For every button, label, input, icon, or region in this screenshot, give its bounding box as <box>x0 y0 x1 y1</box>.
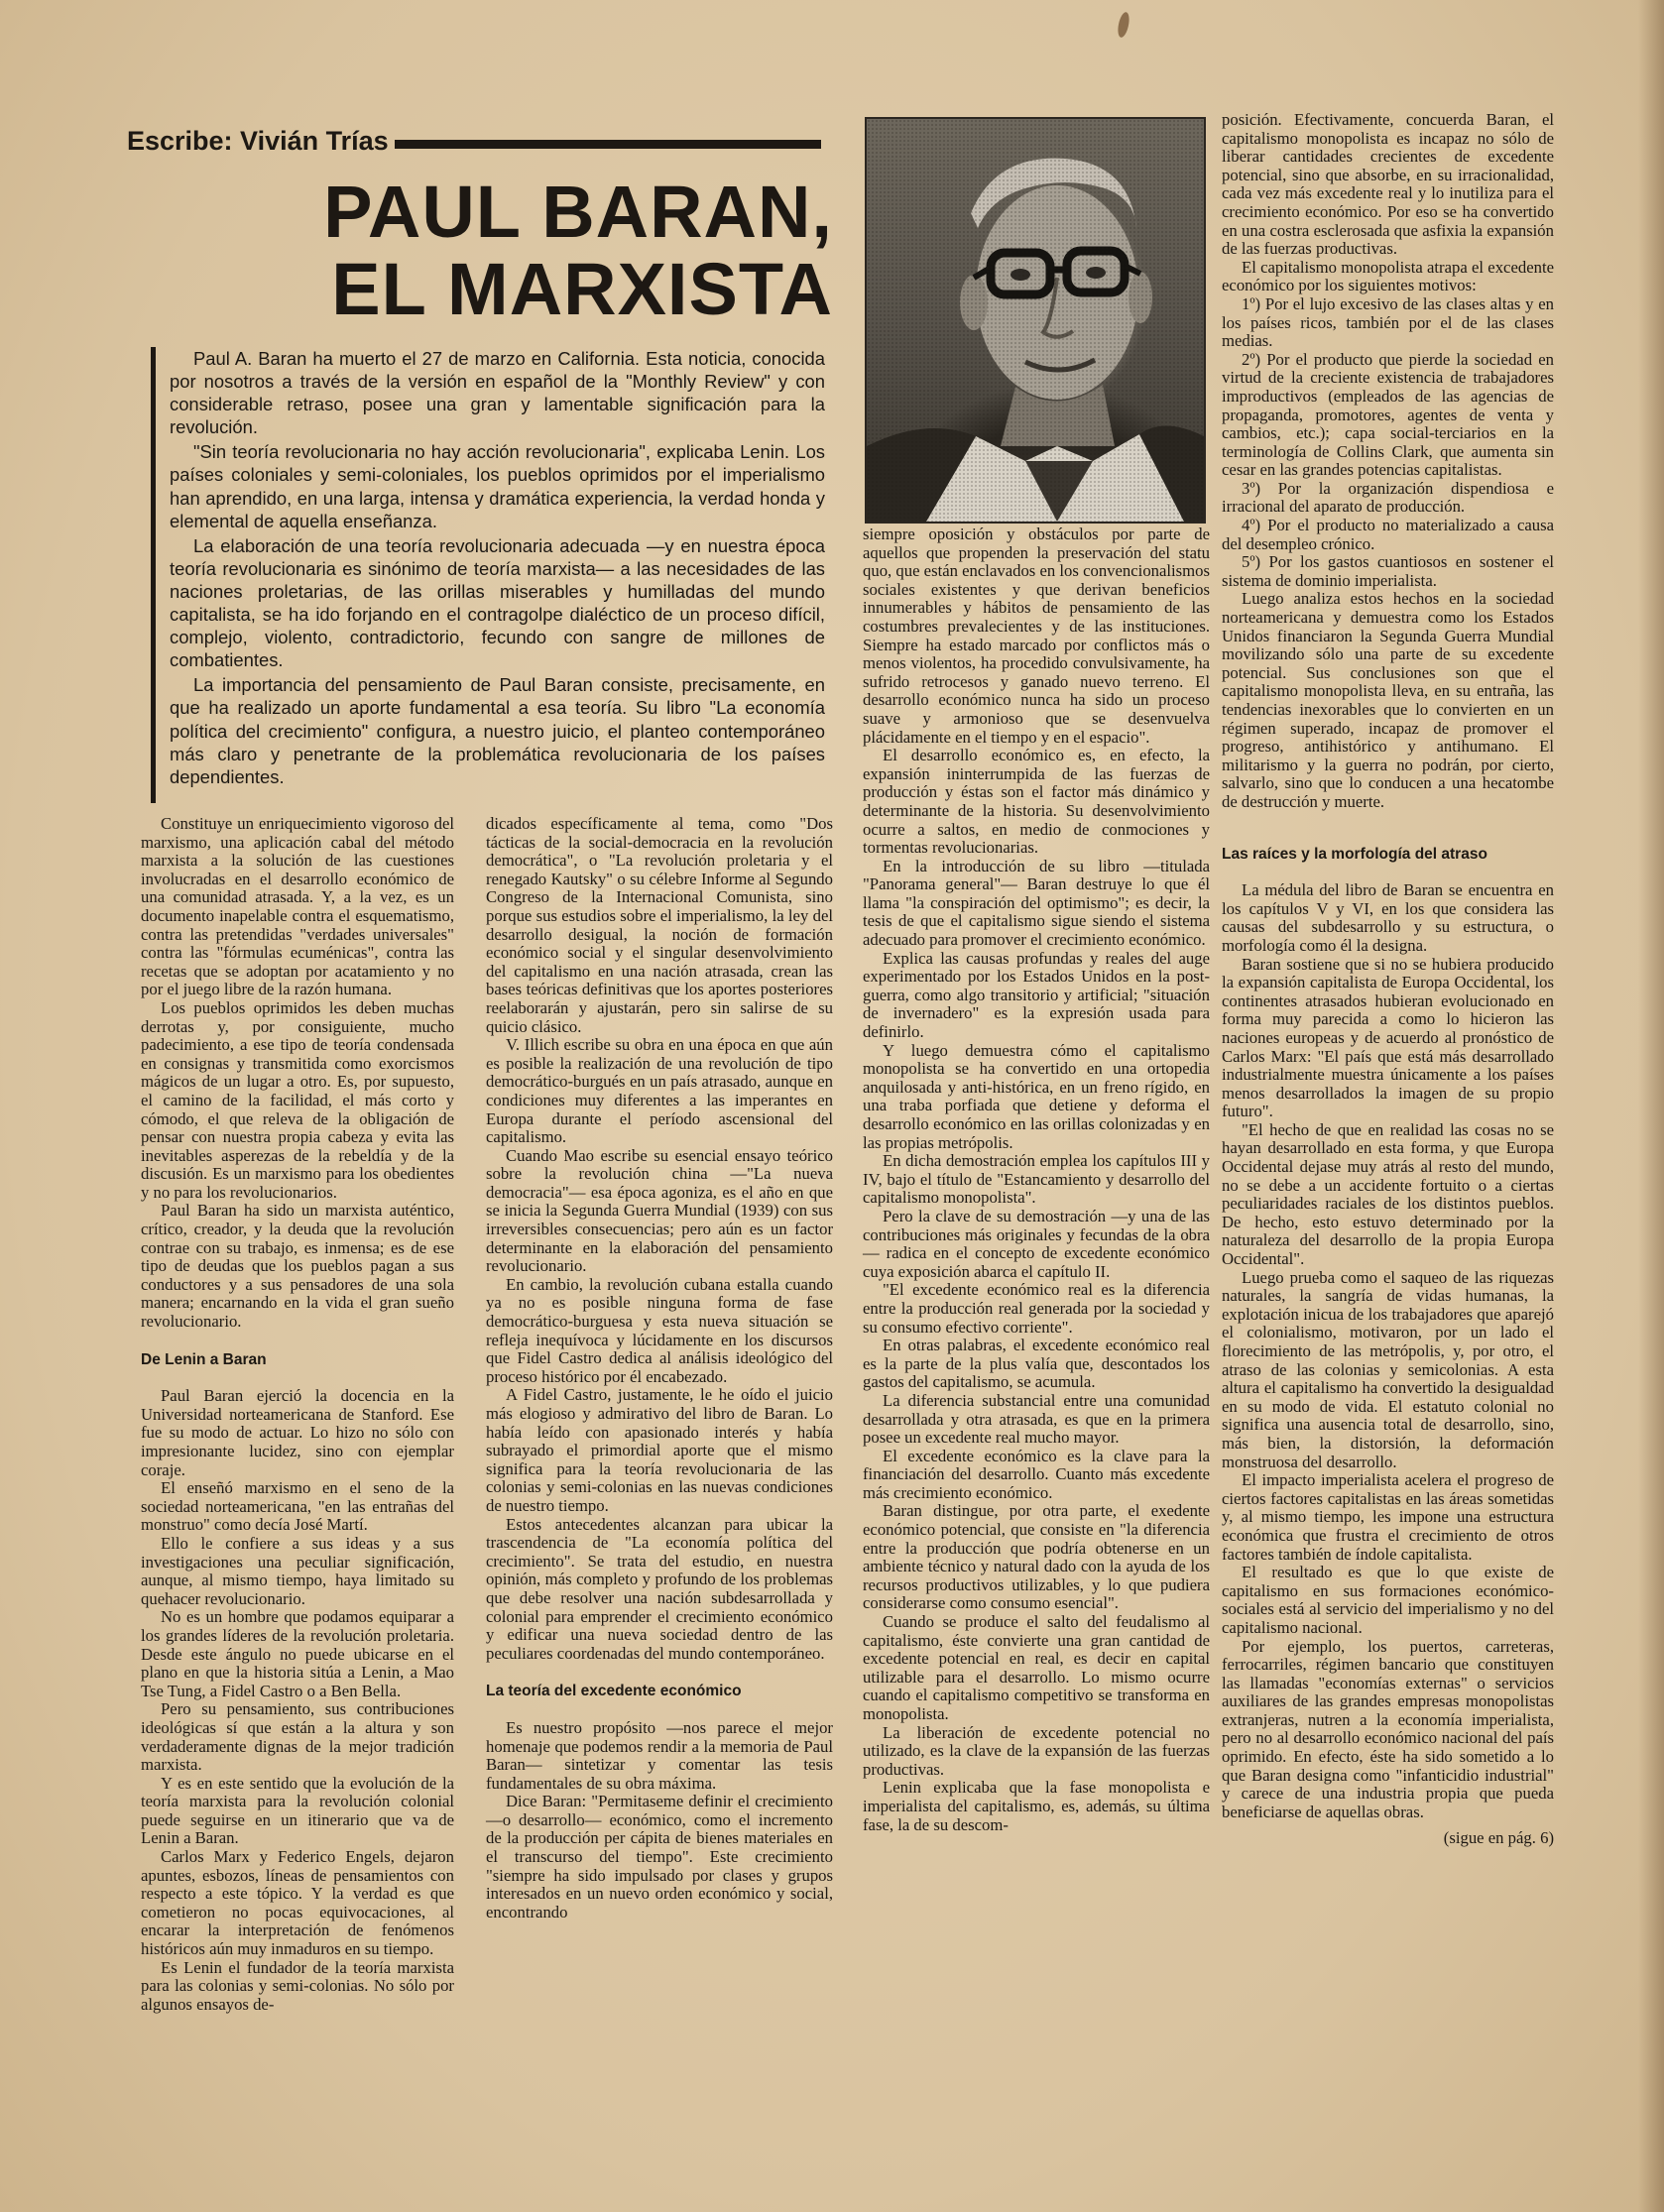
paragraph: posición. Efectivamente, concuerda Baran, el capitalismo monopolista es incapaz no sólo de liberar cantidades crecientes de excedente potencial, sino que absorbe, en su irracionalidad, cada vez más excedente real y lo inutiliza para el crecimiento económico. Por eso se ha convertido en una costra esclerosada que asfixia la expansión de las fuerzas productivas. <box>1222 110 1554 259</box>
paragraph: El excedente económico es la clave para la financiación del desarrollo. Cuanto más excedente más crecimiento económico. <box>863 1446 1210 1502</box>
paragraph: Paul Baran ejerció la docencia en la Universidad norteamericana de Stanford. Ese fue su modo de actuar. Lo hizo no sólo con impresionante lucidez, sino con ejemplar coraje. <box>141 1386 454 1479</box>
paragraph: Es Lenin el fundador de la teoría marxista para las colonias y semi-colonias. No sólo por algunos ensayos de- <box>141 1957 454 2014</box>
byline-rule <box>395 140 821 149</box>
paragraph: En dicha demostración emplea los capítulos III y IV, bajo el título de "Estancamiento y desarrollo del capitalismo monopolista". <box>863 1151 1210 1208</box>
paragraph: Explica las causas profundas y reales del auge experimentado por los Estados Unidos en la post-guerra, como algo transitorio y artificial; "situación de invernadero" es la expresión usada para definirlo. <box>863 948 1210 1042</box>
paragraph: Luego analiza estos hechos en la sociedad norteamericana y demuestra como los Estados Unidos financiaron la Segunda Guerra Mundial movilizando sólo una parte de su excedente potencial. Sus conclusiones son que el capitalismo monopolista lleva, en su entraña, las tendencias inexorables que lo convierten en un régimen superado, incapaz de promover el progreso, antihistórico y antihumano. El militarismo y la guerra no podrán, por cierto, salvarlo, sino que lo conducen a una hecatombe de destrucción y muerte. <box>1222 589 1554 811</box>
paragraph: El resultado es que lo que existe de capitalismo en sus formaciones económico-sociales está al servicio del imperialismo y no del capitalismo nacional. <box>1222 1563 1554 1637</box>
column-2 <box>486 815 833 1921</box>
byline <box>127 121 821 161</box>
portrait-illustration <box>867 119 1204 522</box>
paragraph: Paul Baran ha sido un marxista auténtico, crítico, creador, y la deuda que la revolución contrae con su trabajo, es inmensa; es de ese tipo de deudas que los pueblos pagan a sus conductores y a sus pensadores de una sola manera; encarnando en la vida el gran sueño revolucionario. <box>141 1201 454 1332</box>
paragraph: Es nuestro propósito —nos parece el mejor homenaje que podemos rendir a la memoria de Paul Baran— sintetizar y comentar las tesis fundamentales de su obra máxima. <box>486 1717 833 1793</box>
paragraph: Constituye un enriquecimiento vigoroso del marxismo, una aplicación cabal del método marxista a la solución de las cuestiones involucradas en el desarrollo económico de una comunidad atrasada. Y, a la vez, es un documento inapelable contra el esquematismo, contra las pretendidas "verdades universales" contra las "fórmulas ecuménicas", contra las recetas que se adoptan por acatamiento y no por el juego libre de la razón humana. <box>141 814 454 999</box>
paragraph: "El excedente económico real es la diferencia entre la producción real generada por la sociedad y su consumo efectivo corriente". <box>863 1280 1210 1337</box>
paragraph: No es un hombre que podamos equiparar a los grandes líderes de la revolución proletaria. Desde este ángulo no puede ubicarse en el plano en que la historia sitúa a Lenin, a Mao Tse Tung, a Fidel Castro o a Ben Bella. <box>141 1607 454 1700</box>
headline-line-1: PAUL BARAN, <box>323 171 833 253</box>
paragraph: Por ejemplo, los puertos, carreteras, ferrocarriles, régimen bancario que constituyen las llamadas "economías externas" o servicios auxiliares de las grandes empresas monopolistas extranjeras, nutren a la economía imperialista, pero no al desarrollo económico nacional del país oprimido. En efecto, éste ha sido sometido a lo que Baran designa como "infanticidio industrial" y carece de una industria propia que pueda beneficiarse de aquellas obras. <box>1222 1636 1554 1821</box>
paragraph: El enseñó marxismo en el seno de la sociedad norteamericana, "en las entrañas del monstruo" como decía José Martí. <box>141 1478 454 1535</box>
paragraph: La liberación de excedente potencial no utilizado, es la clave de la expansión de las fuerzas productivas. <box>863 1722 1210 1779</box>
paragraph: dicados específicamente al tema, como "Dos tácticas de la social-democracia en la revolución democrática", o "La revolución proletaria y el renegado Kautsky" o su célebre Informe al Segundo Congreso de la Internacional Comunista, sino porque sus estudios sobre el imperialismo, la ley del desarrollo desigual, la noción de formación económico social y el singular desenvolvimiento del capitalismo en una nación atrasada, crean las bases teóricas definitivas que los aportes posteriores reelaborarán y ajustarán, pero sin salirse de su quicio clásico. <box>486 814 833 1036</box>
lead-paragraphs <box>151 347 825 803</box>
ink-stain <box>1116 11 1130 39</box>
list-item: 2º) Por el producto que pierde la sociedad en virtud de la creciente existencia de trabajadores improductivos (empleados de las agencias de propaganda, promotores, agentes de venta y cambios, etc.); capa social-terciarios en la terminología de Collins Clark, que aumenta sin cesar en las grandes potencias capitalistas. <box>1222 349 1554 480</box>
subheading: Las raíces y la morfología del atraso <box>1222 845 1487 863</box>
paragraph: El desarrollo económico es, en efecto, la expansión ininterrumpida de las fuerzas de producción y éstas son el factor más dinámico y determinante de la historia. Su desenvolvimiento ocurre a saltos, en medio de conmociones y tormentas revolucionarias. <box>863 746 1210 858</box>
paragraph: En cambio, la revolución cubana estalla cuando ya no es posible ninguna forma de fase democrático-burguesa y esta nueva situación se refleja inequívoca y lúcidamente en los discursos que Fidel Castro dedica al análisis ideológico del proceso histórico por él encabezado. <box>486 1274 833 1386</box>
column-4 <box>1222 111 1554 1848</box>
paragraph: La médula del libro de Baran se encuentra en los capítulos V y VI, en los que considera las causas del subdesarrollo y su estructura, o morfología como él la designa. <box>1222 880 1554 955</box>
paragraph: En la introducción de su libro —titulada "Panorama general"— Baran destruye lo que él llama "la conspiración del optimismo"; es decir, la tesis de que el capitalismo sigue siendo el sistema adecuado para promover el crecimiento económico. <box>863 856 1210 950</box>
byline-text: Escribe: Vivián Trías <box>127 125 389 156</box>
list-item: 4º) Por el producto no materializado a causa del desempleo crónico. <box>1222 516 1554 553</box>
paragraph: Los pueblos oprimidos les deben muchas derrotas y, por consiguiente, mucho padecimiento, a ese tipo de teoría condensada en consignas y transmitida como exorcismos mágicos de un lugar a otro. Es, por supuesto, el camino de la facilidad, el más corto y cómodo, el que releva de la obligación de pensar con nuestra propia cabeza y evita las inevitables asperezas de la rebeldía y de la discusión. Es un marxismo para los obedientes y no para los revolucionarios. <box>141 997 454 1202</box>
paragraph: siempre oposición y obstáculos por parte de aquellos que propenden la preservación del statu quo, que están enclavados en los convencionalismos sociales existentes y que derivan beneficios innumerables y hábitos de pensamiento de las costumbres prevalecientes y de las instituciones. Siempre ha estado marcado por conflictos más o menos violentos, ha procedido convulsivamente, ha sufrido retrocesos y ganado nuevo terreno. El desarrollo económico nunca ha sido un proceso suave y armonioso que se desenvuelva plácidamente en el tiempo y en el espacio". <box>863 524 1210 747</box>
paragraph: Estos antecedentes alcanzan para ubicar la trascendencia de "La economía política del crecimiento". Se trata del estudio, en nuestra opinión, más completo y profundo de los problemas que debe resolver una nación subdesarrollada y colonial para emprender el crecimiento económico y edificar una nueva sociedad dentro de las peculiares coordenadas del mundo contemporáneo. <box>486 1514 833 1663</box>
lead-paragraph: La importancia del pensamiento de Paul Baran consiste, precisamente, en que ha realizado un aporte fundamental a esa teoría. Su libro "La economía política del crecimiento" configura, a nuestro juicio, el planteo contemporáneo más claro y penetrante de la problemática revolucionaria de los países dependientes. <box>170 674 825 787</box>
paragraph: Y luego demuestra cómo el capitalismo monopolista se ha convertido en una ortopedia anquilosada y anti-histórica, en un freno rígido, en una traba porfiada que detiene y deforma el desarrollo económico en las orillas colonizadas y en las propias metrópolis. <box>863 1040 1210 1152</box>
paragraph: Luego prueba como el saqueo de las riquezas naturales, la sangría de vidas humanas, la explotación inicua de los trabajadores que aparejó el colonialismo, motivaron, por un lado el florecimiento de las metrópolis, y, por otro, el atraso de las colonias y semicolonias. A esta altura el capitalismo ha convertido la desigualdad en su modo de vida. El estatuto colonial no significa una ausencia total de desarrollo, sino, más bien, la distorsión, la deformación monstruosa del desarrollo. <box>1222 1267 1554 1471</box>
paragraph: Cuando se produce el salto del feudalismo al capitalismo, éste convierte una gran cantidad de excedente potencial en real, es decir en capital utilizable para el desarrollo. Lo mismo ocurre cuando el capitalismo competitivo se transforma en monopolista. <box>863 1612 1210 1723</box>
paragraph: En otras palabras, el excedente económico real es la parte de la plus valía que, descontados los gastos del capitalismo, se acumula. <box>863 1336 1210 1392</box>
list-item: 1º) Por el lujo excesivo de las clases altas y en los países ricos, también por el de las clases medias. <box>1222 293 1554 351</box>
paragraph: Pero la clave de su demostración —y una de las contribuciones más originales y fecundas de la obra— radica en el concepto de excedente económico cuya exposición abarca el capítulo II. <box>863 1206 1210 1281</box>
paragraph: Ello le confiere a sus ideas y a sus investigaciones una peculiar significación, aunque, al mismo tiempo, haya limitado su quehacer revolucionario. <box>141 1533 454 1608</box>
subheading: La teoría del excedente económico <box>486 1683 742 1700</box>
paragraph: Y es en este sentido que la evolución de la teoría marxista para la revolución colonial puede seguirse en un itinerario que va de Lenin a Baran. <box>141 1773 454 1848</box>
continuation-note: (sigue en pág. 6) <box>1443 1828 1554 1848</box>
lead-paragraph: "Sin teoría revolucionaria no hay acción revolucionaria", explicaba Lenin. Los países coloniales y semi-coloniales, los pueblos oprimidos por el imperialismo han aprendido, en una larga, intensa y dramática experiencia, la verdad honda y elemental de aquella enseñanza. <box>170 441 825 531</box>
paragraph: Baran distingue, por otra parte, el exedente económico potencial, que consiste en "la diferencia entre la producción que podría obtenerse en un ambiente técnico y natural dado con la ayuda de los recursos productivos utilizables, y lo que pudiera considerarse como consumo esencial". <box>863 1501 1210 1613</box>
paragraph: Cuando Mao escribe su esencial ensayo teórico sobre la revolución china —"La nueva democracia"— esa época agoniza, es el año en que se inicia la Segunda Guerra Mundial (1939) con sus irreversibles consecuencias; pero aún es un factor determinante en la elaboración del pensamiento revolucionario. <box>486 1145 833 1276</box>
column-1 <box>141 815 454 2014</box>
lead-paragraph: La elaboración de una teoría revolucionaria adecuada —y en nuestra época teoría revolucionaria es sinónimo de teoría marxista— a las necesidades de las naciones proletarias, de las orillas miserables y humilladas del mundo capitalista, se ha ido forjando en el contragolpe dialéctico de un proceso difícil, complejo, violento, contradictorio, fecundo con sangre de millones de combatientes. <box>170 534 825 671</box>
subheading: De Lenin a Baran <box>141 1350 267 1368</box>
paragraph: V. Illich escribe su obra en una época en que aún es posible la realización de una revolución de tipo democrático-burgués en un país atrasado, aunque en condiciones muy diferentes a las imperantes en Europa durante el período ascensional del capitalismo. <box>486 1035 833 1147</box>
page-edge-shadow <box>1638 0 1664 2212</box>
list-item: 5º) Por los gastos cuantiosos en sostener el sistema de dominio imperialista. <box>1222 552 1554 590</box>
headline-line-2: EL MARXISTA <box>331 248 833 330</box>
paragraph: Dice Baran: "Permitaseme definir el crecimiento —o desarrollo— económico, como el incremento de la producción per cápita de bienes materiales en el transcurso del tiempo". Este crecimiento "siempre ha sido impulsado por clases y grupos interesados en un nuevo orden económico y social, encontrando <box>486 1792 833 1921</box>
paragraph: El impacto imperialista acelera el progreso de ciertos factores capitalistas en las áreas sometidas y, al mismo tiempo, les impone una estructura económica que frustra el crecimiento de otros factores también de índole capitalista. <box>1222 1470 1554 1564</box>
paragraph: Baran sostiene que si no se hubiera producido la expansión capitalista de Europa Occidental, los continentes atrasados hubieran evolucionado en forma muy parecida a como lo hicieron las naciones europeas y de acuerdo al pronóstico de Carlos Marx: "El país que está más desarrollado industrialmente muestra únicamente a los países menos desarrollados la imagen de su propio futuro". <box>1222 954 1554 1121</box>
paragraph: A Fidel Castro, justamente, le he oído el juicio más elogioso y admirativo del libro de Baran. Lo había leído con apasionado interés y había subrayado el primordial aporte que el mismo significa para la teoría revolucionaria de las colonias y semi-colonias en las nuevas condiciones de nuestro tiempo. <box>486 1385 833 1515</box>
list-item: 3º) Por la organización dispendiosa e irracional del aparato de producción. <box>1222 478 1554 517</box>
paragraph: "El hecho de que en realidad las cosas no se hayan desarrollado en esta forma, y que Europa Occidental dejase muy atrás al resto del mundo, no se debe a un accidente fortuito o a ciertas peculiaridades raciales de los distintos pueblos. De hecho, esto estuvo determinado por la naturaleza del desarrollo de la propia Europa Occidental". <box>1222 1119 1554 1269</box>
portrait-photo <box>865 117 1206 524</box>
lead-paragraph: Paul A. Baran ha muerto el 27 de marzo en California. Esta noticia, conocida por nosotros a través de la versión en español de la "Monthly Review" y con considerable retraso, posee una gran y lamentable significación para la revolución. <box>170 348 825 438</box>
paragraph: Carlos Marx y Federico Engels, dejaron apuntes, esbozos, líneas de pensamientos con respecto a este tópico. Y la verdad es que cometieron no pocas equivocaciones, al encarar la interpretación de fenómenos históricos aún muy inmaduros en su tiempo. <box>141 1847 454 1959</box>
paragraph: El capitalismo monopolista atrapa el excedente económico por los siguientes motivos: <box>1222 257 1554 295</box>
headline <box>317 171 833 330</box>
column-3 <box>863 525 1210 1834</box>
paragraph: Pero su pensamiento, sus contribuciones ideológicas sí que están a la altura y son verdaderamente dignas de la mejor tradición marxista. <box>141 1699 454 1775</box>
paragraph: Lenin explicaba que la fase monopolista e imperialista del capitalismo, es, además, su última fase, la de su descom- <box>863 1778 1210 1834</box>
paragraph: La diferencia substancial entre una comunidad desarrollada y otra atrasada, es que en la primera posee un excedente real mucho mayor. <box>863 1390 1210 1448</box>
